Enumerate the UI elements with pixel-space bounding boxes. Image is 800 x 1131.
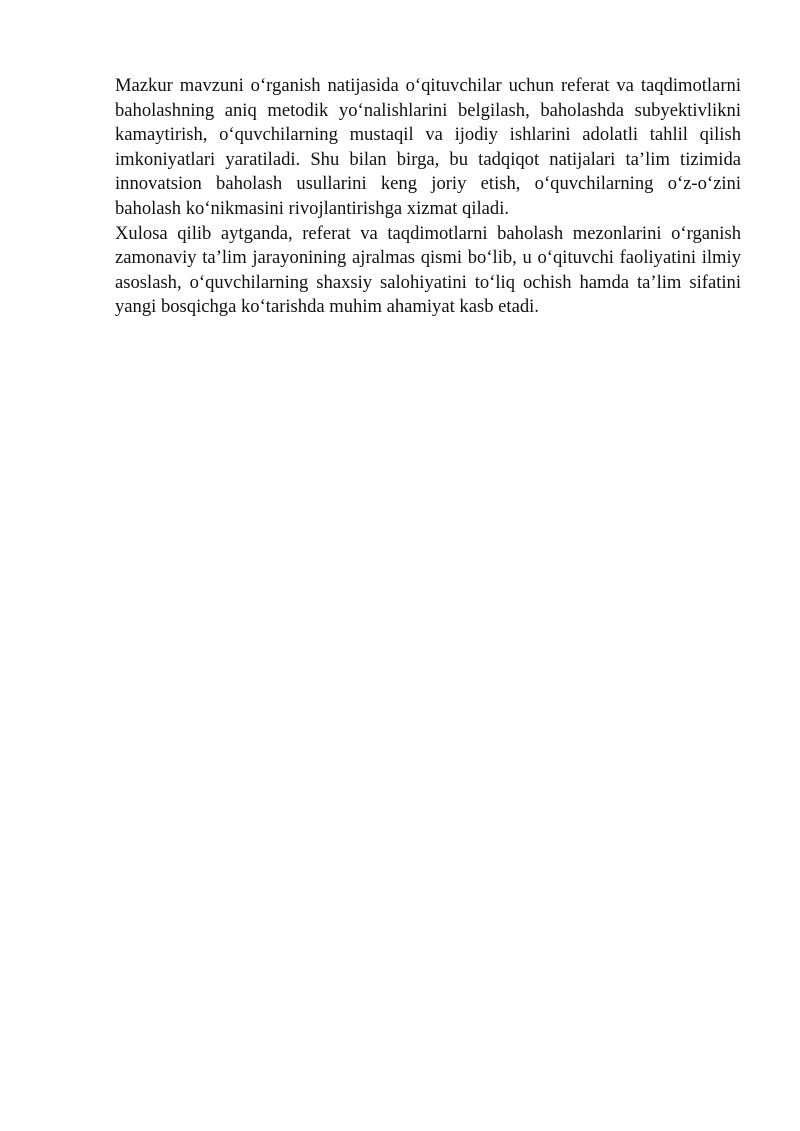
body-text [115, 74, 741, 320]
paragraph-conclusion: Xulosa qilib aytganda, referat va taqdimotlarni baholash mezonlarini o‘rganish zamonaviy ta’lim jarayonining ajralmas qismi bo‘lib, u o‘qituvchi faoliyatini ilmiy asoslash, o‘quvchilarning shaxsiy salohiyatini to‘liq ochish hamda ta’lim sifatini yangi bosqichga ko‘tarishda muhim ahamiyat kasb etadi. [115, 222, 741, 318]
paragraph-results: Mazkur mavzuni o‘rganish natijasida o‘qituvchilar uchun referat va taqdimotlarni baholashning aniq metodik yo‘nalishlarini belgilash, baholashda subyektivlikni kamaytirish, o‘quvchilarning mustaqil va ijodiy ishlarini adolatli tahlil qilish imkoniyatlari yaratiladi. Shu bilan birga, bu tadqiqot natijalari ta’lim tizimida innovatsion baholash usullarini keng joriy etish, o‘quvchilarning o‘z-o‘zini baholash ko‘nikmasini rivojlantirishga xizmat qiladi. [115, 75, 741, 219]
